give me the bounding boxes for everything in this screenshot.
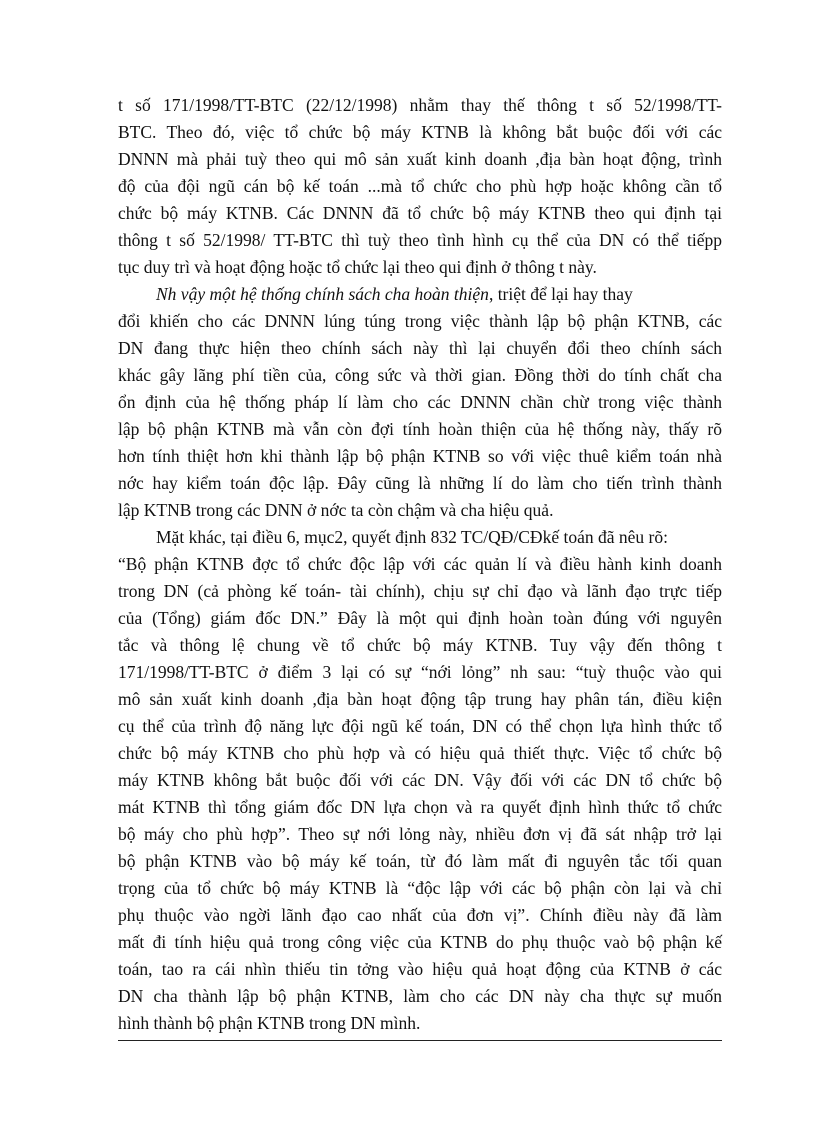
text-line: mô sản xuất kinh doanh ,địa bàn hoạt động tập trung hay phân tán, điều kiện <box>118 689 722 709</box>
text-line: cụ thể của trình độ năng lực đội ngũ kế toán, DN có thể chọn lựa hình thức tổ <box>118 716 722 736</box>
lead-rest: , triệt để lại hay thay <box>488 284 633 304</box>
paragraph-3 <box>118 524 722 1037</box>
text-line: t số 171/1998/TT-BTC (22/12/1998) nhằm thay thế thông t số 52/1998/TT- <box>118 95 722 115</box>
text-line: phụ thuộc vào ngời lãnh đạo cao nhất của đơn vị”. Chính điều này đã làm <box>118 905 722 925</box>
footnote-separator-line <box>118 1040 722 1041</box>
text-line: BTC. Theo đó, việc tổ chức bộ máy KTNB là không bắt buộc đối với các <box>118 122 722 142</box>
text-line: Mặt khác, tại điều 6, mục2, quyết định 832 TC/QĐ/CĐkế toán đã nêu rõ: <box>156 527 668 547</box>
text-line: hình thành bộ phận KTNB trong DN mình. <box>118 1013 421 1033</box>
text-line: lập bộ phận KTNB mà vẫn còn đợi tính hoàn thiện của hệ thống này, thấy rõ <box>118 419 722 439</box>
text-line: thông t số 52/1998/ TT-BTC thì tuỳ theo tình hình cụ thể của DN có thể tiếpp <box>118 230 722 250</box>
italic-lead: Nh vậy một hệ thống chính sách cha hoàn thiện <box>156 284 489 304</box>
paragraph-1 <box>118 92 722 281</box>
text-line: khác gây lãng phí tiền của, công sức và thời gian. Đồng thời do tính chất cha <box>118 365 722 385</box>
document-body <box>118 92 722 1037</box>
text-line: toán, tao ra cái nhìn thiếu tin tởng vào hiệu quả hoạt động của KTNB ở các <box>118 959 722 979</box>
text-line: trong DN (cả phòng kế toán- tài chính), chịu sự chỉ đạo và lãnh đạo trực tiếp <box>118 581 722 601</box>
text-line: của (Tổng) giám đốc DN.” Đây là một qui định hoàn toàn đúng với nguyên <box>118 608 722 628</box>
text-line: hơn tính thiệt hơn khi thành lập bộ phận KTNB so với việc thuê kiểm toán nhà <box>118 446 722 466</box>
text-line: nớc hay kiểm toán độc lập. Đây cũng là những lí do làm cho tiến trình thành <box>118 473 722 493</box>
text-line: lập KTNB trong các DNN ở nớc ta còn chậm và cha hiệu quả. <box>118 500 554 520</box>
text-line: tục duy trì và hoạt động hoặc tổ chức lại theo qui định ở thông t này. <box>118 257 597 277</box>
text-line: DN cha thành lập bộ phận KTNB, làm cho các DN này cha thực sự muốn <box>118 986 722 1006</box>
text-line: bộ phận KTNB vào bộ máy kế toán, từ đó làm mất đi nguyên tắc tối quan <box>118 851 722 871</box>
text-line: tắc và thông lệ chung về tổ chức bộ máy KTNB. Tuy vậy đến thông t <box>118 635 722 655</box>
text-line: DN đang thực hiện theo chính sách này thì lại chuyển đổi theo chính sách <box>118 338 722 358</box>
text-line: độ của đội ngũ cán bộ kế toán ...mà tổ chức cho phù hợp hoặc không cần tổ <box>118 176 722 196</box>
text-line: chức bộ máy KTNB cho phù hợp và có hiệu quả thiết thực. Việc tổ chức bộ <box>118 743 722 763</box>
text-line: trọng của tổ chức bộ máy KTNB là “độc lập với các bộ phận còn lại và chỉ <box>118 878 722 898</box>
text-line: chức bộ máy KTNB. Các DNNN đã tổ chức bộ máy KTNB theo qui định tại <box>118 203 722 223</box>
text-line: “Bộ phận KTNB đợc tổ chức độc lập với các quản lí và điều hành kinh doanh <box>118 554 722 574</box>
text-line: đổi khiến cho các DNNN lúng túng trong việc thành lập bộ phận KTNB, các <box>118 311 722 331</box>
text-line: mát KTNB thì tổng giám đốc DN lựa chọn và ra quyết định hình thức tổ chức <box>118 797 722 817</box>
text-line: mất đi tính hiệu quả trong công việc của KTNB do phụ thuộc vaò bộ phận kế <box>118 932 722 952</box>
text-line: máy KTNB không bắt buộc đối với các DN. Vậy đối với các DN tổ chức bộ <box>118 770 722 790</box>
paragraph-2 <box>118 281 722 524</box>
text-line: bộ máy cho phù hợp”. Theo sự nới lỏng này, nhiều đơn vị đã sát nhập trở lại <box>118 824 722 844</box>
text-line: ổn định của hệ thống pháp lí làm cho các DNNN chần chừ trong việc thành <box>118 392 722 412</box>
text-line: DNNN mà phải tuỳ theo qui mô sản xuất kinh doanh ,địa bàn hoạt động, trình <box>118 149 722 169</box>
text-line: 171/1998/TT-BTC ở điểm 3 lại có sự “nới lỏng” nh sau: “tuỳ thuộc vào qui <box>118 662 722 682</box>
text-line <box>118 281 722 308</box>
